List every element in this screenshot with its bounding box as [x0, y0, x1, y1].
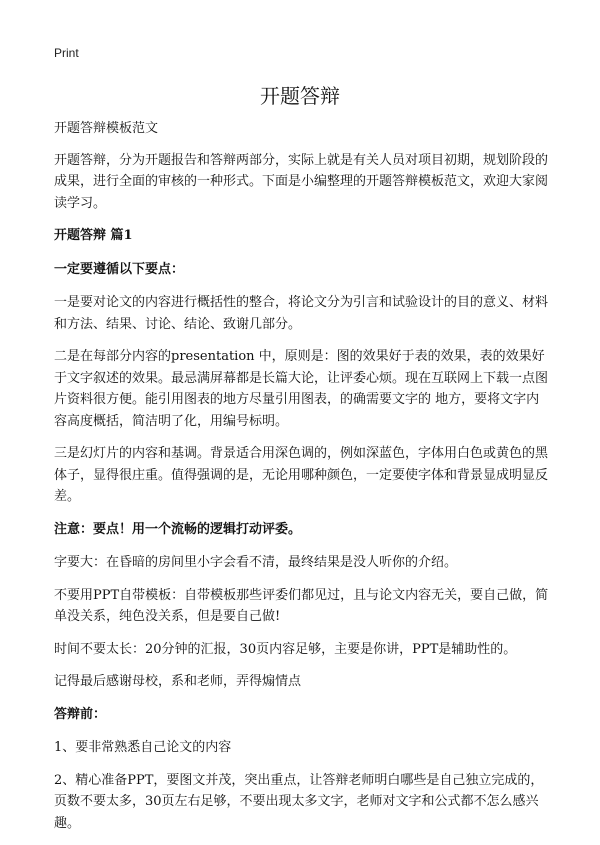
document-body — [54, 118, 550, 845]
point-3-paragraph: 三是幻灯片的内容和基调。背景适合用深色调的，例如深蓝色，字体用白色或黄色的黑体子，显得很庄重。值得强调的是，无论用哪种颜色，一定要使字体和背景显成明显反差。 — [54, 446, 549, 504]
tip-font-size-paragraph: 字要大：在昏暗的房间里小字会看不清，最终结果是没人听你的介绍。 — [54, 555, 458, 570]
point-2-paragraph: 二是在每部分内容的presentation 中，原则是：图的效果好于表的效果，表的效果好于文字叙述的效果。最忌满屏幕都是长篇大论，让评委心烦。现在互联网上下载一点图片资料很方便。能引用图表的地方尽量引用图表，的确需要文字的 地方，要将文字内容高度概括，简洁明了化，用编号标明。 — [54, 349, 549, 429]
before-item-1: 1、要非常熟悉自己论文的内容 — [54, 740, 232, 755]
page-title: 开题答辩 — [260, 84, 340, 108]
tip-thanks-paragraph: 记得最后感谢母校，系和老师，弄得煽情点 — [54, 674, 302, 689]
print-label: Print — [54, 46, 79, 60]
section-heading: 开题答辩 篇1 — [54, 228, 133, 243]
tip-time-paragraph: 时间不要太长：20分钟的汇报，30页内容足够，主要是你讲，PPT是辅助性的。 — [54, 641, 517, 657]
before-defense-heading: 答辩前： — [54, 706, 107, 722]
intro-paragraph: 开题答辩，分为开题报告和答辩两部分，实际上就是有关人员对项目初期，规划阶段的成果，进行全面的审核的一种形式。下面是小编整理的开题答辩模板范文，欢迎大家阅读学习。 — [54, 152, 549, 211]
before-item-2: 2、精心准备PPT，要图文并茂，突出重点，让答辩老师明白哪些是自己独立完成的，页数不要太多，30页左右足够，不要出现太多文字，老师对文字和公式都不怎么感兴趣。 — [54, 772, 544, 831]
tip-template-paragraph: 不要用PPT自带模板：自带模板那些评委们都见过，且与论文内容无关，要自己做，简单没关系，纯色没关系，但是要自己做! — [54, 587, 549, 624]
document-subtitle: 开题答辩模板范文 — [54, 121, 159, 136]
point-1-paragraph: 一是要对论文的内容进行概括性的整合，将论文分为引言和试验设计的目的意义、材料和方法、结果、讨论、结论、致谢几部分。 — [54, 295, 549, 332]
must-follow-heading: 一定要遵循以下要点： — [54, 261, 185, 277]
attention-heading: 注意：要点！用一个流畅的逻辑打动评委。 — [54, 521, 302, 537]
